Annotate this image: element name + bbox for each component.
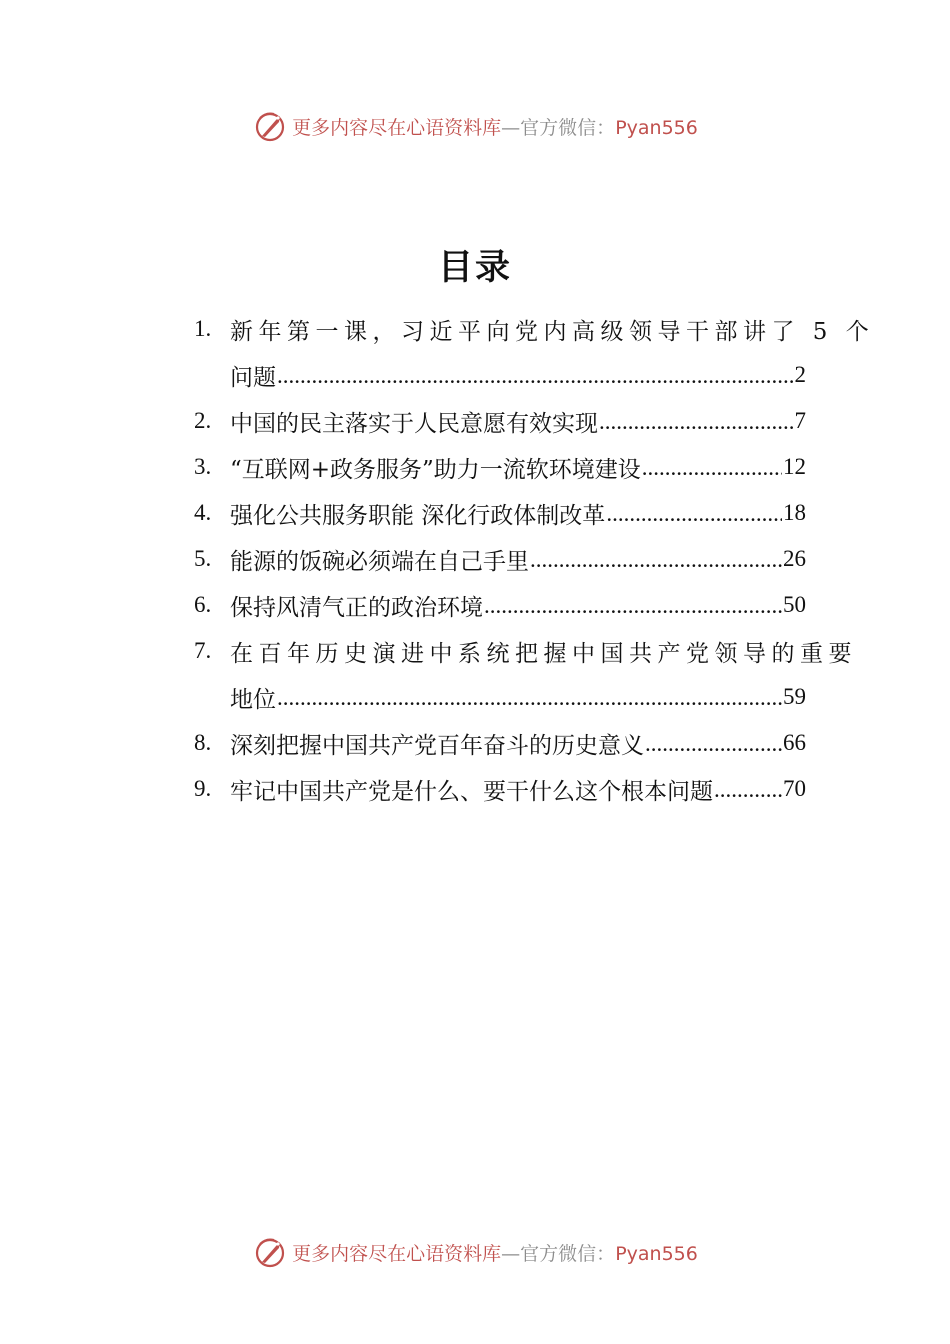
table-of-contents [194, 306, 875, 812]
toc-entry-7[interactable] [194, 628, 857, 720]
dot-leader [645, 729, 782, 757]
dot-leader [530, 545, 782, 573]
banner-main-text: 更多内容尽在心语资料库 [292, 1242, 502, 1265]
banner-official-text: —官方微信： [501, 116, 616, 139]
dot-leader [599, 407, 794, 435]
toc-entry-title: “互联网+政务服务”助力一流软环境建设 [230, 456, 641, 483]
pen-logo-icon [252, 108, 288, 144]
toc-entry-page: 12 [783, 454, 806, 479]
toc-entry-9[interactable] [194, 766, 806, 812]
toc-entry-4[interactable] [194, 490, 806, 536]
toc-entry-page: 2 [794, 362, 806, 387]
banner-handle: Pyan556 [615, 1242, 698, 1265]
toc-entry-number: 2. [194, 408, 212, 433]
footer-banner [0, 1232, 950, 1272]
dot-leader [606, 499, 782, 527]
toc-entry-title: 在百年历史演进中系统把握中国共产党领导的重要 [230, 640, 857, 667]
toc-entry-title: 深刻把握中国共产党百年奋斗的历史意义 [230, 732, 644, 759]
dot-leader [484, 591, 782, 619]
toc-entry-page: 7 [794, 408, 806, 433]
toc-entry-page: 18 [783, 500, 806, 525]
toc-entry-number: 3. [194, 454, 212, 479]
dot-leader [277, 683, 782, 711]
toc-entry-8[interactable] [194, 720, 806, 766]
toc-entry-number: 1. [194, 316, 212, 341]
page-title: 目录 [437, 248, 512, 288]
toc-entry-6[interactable] [194, 582, 806, 628]
dot-leader [714, 775, 782, 803]
toc-entry-title-cont: 问题 [230, 364, 276, 391]
toc-entry-title-cont: 地位 [230, 686, 276, 713]
toc-entry-page: 59 [783, 684, 806, 709]
dot-leader [277, 361, 794, 389]
toc-entry-title: 新年第一课，习近平向党内高级领导干部讲了 5 个 [230, 318, 875, 345]
toc-entry-page: 50 [783, 592, 806, 617]
toc-entry-number: 7. [194, 638, 212, 663]
toc-entry-page: 26 [783, 546, 806, 571]
toc-entry-1[interactable] [194, 306, 875, 398]
banner-main-text: 更多内容尽在心语资料库 [292, 116, 502, 139]
toc-entry-title: 牢记中国共产党是什么、要干什么这个根本问题 [230, 778, 713, 805]
toc-entry-page: 70 [783, 776, 806, 801]
dot-leader [642, 453, 782, 481]
banner-text [292, 113, 698, 140]
banner-handle: Pyan556 [615, 116, 698, 139]
toc-entry-number: 5. [194, 546, 212, 571]
header-banner [0, 106, 950, 146]
toc-entry-3[interactable] [194, 444, 806, 490]
toc-entry-number: 4. [194, 500, 212, 525]
toc-entry-title: 能源的饭碗必须端在自己手里 [230, 548, 529, 575]
toc-entry-title: 保持风清气正的政治环境 [230, 594, 483, 621]
toc-entry-number: 8. [194, 730, 212, 755]
pen-logo-icon [252, 1234, 288, 1270]
toc-entry-page: 66 [783, 730, 806, 755]
banner-official-text: —官方微信： [501, 1242, 616, 1265]
banner-text [292, 1239, 698, 1266]
toc-entry-number: 6. [194, 592, 212, 617]
toc-entry-title: 强化公共服务职能 深化行政体制改革 [230, 502, 606, 529]
toc-entry-title: 中国的民主落实于人民意愿有效实现 [230, 410, 598, 437]
toc-entry-2[interactable] [194, 398, 806, 444]
toc-entry-number: 9. [194, 776, 212, 801]
toc-entry-5[interactable] [194, 536, 806, 582]
